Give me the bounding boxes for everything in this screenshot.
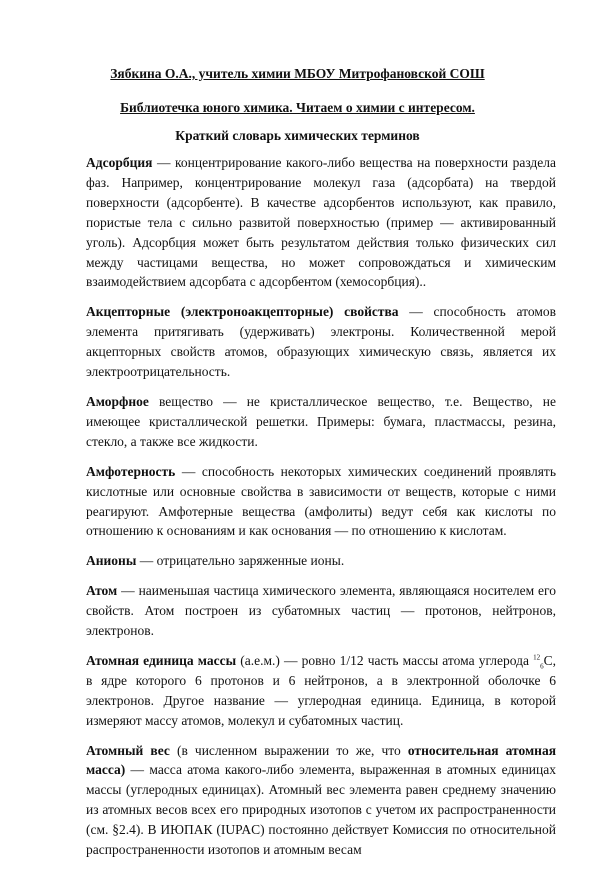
entry-term: Атомный вес	[86, 742, 170, 758]
entry-adsorption	[86, 153, 556, 292]
entry-definition: — отрицательно заряженные ионы.	[136, 553, 345, 569]
entry-definition-part: — масса атома какого-либо элемента, выраженная в атомных единицах массы (углеродных единицах). Атомный вес элемента равен среднему значению из атомных весов всех его природных изотопов с учетом их распространенности (см. §2.4). В ИЮПАК (IUPAC) постоянно действует Комиссия по относительной распространенности изотопов и атомным весам	[86, 762, 556, 858]
isotope-mass-number: 12	[533, 653, 541, 662]
entry-term: Аморфное	[86, 393, 149, 409]
series-line: Библиотечка юного химика. Читаем о химии с интересом.	[120, 100, 475, 115]
entry-atom	[86, 581, 556, 641]
isotope-atomic-number: 6	[540, 662, 544, 671]
entry-definition: вещество — не кристаллическое вещество, т.е. Вещество, не имеющее кристаллической решетки. Примеры: бумага, пластмассы, резина, стекло, а также все жидкости.	[86, 393, 556, 449]
entry-definition-part: , в ядре которого 6 протонов и 6 нейтронов, а в электронной оболочке 6 электронов. Другое название — углеродная единица. Единица, в которой измеряют массу атомов, молекул и субатомных частиц.	[86, 652, 557, 728]
entry-term: Анионы	[86, 553, 137, 569]
dictionary-body	[86, 153, 556, 870]
entry-related-term: относительная атомная масса)	[86, 742, 556, 778]
isotope-symbol: C	[543, 652, 553, 668]
entry-acceptor-properties	[86, 302, 556, 382]
entry-definition: — способность атомов элемента притягивать (удерживать) электроны. Количественной мерой акцепторных свойств атомов, образующих химическую связь, является их электроотрицательность.	[86, 304, 556, 380]
entry-amorphous	[86, 392, 556, 452]
entry-definition-part: (а.е.м.) — ровно 1/12 часть массы атома углерода	[236, 652, 534, 668]
dictionary-title: Краткий словарь химических терминов	[175, 128, 420, 143]
entry-term: Адсорбция	[86, 155, 153, 170]
entry-definition: — способность некоторых химических соединений проявлять кислотные или основные свойства в зависимости от веществ, которые с ними реагируют. Амфотерные вещества (амфолиты) ведут себя как кислоты по отношению к основаниям и как основания — по отношению к кислотам.	[86, 463, 556, 539]
author-line: Зябкина О.А., учитель химии МБОУ Митрофановской СОШ	[110, 66, 485, 81]
entry-definition: — наименьшая частица химического элемента, являющаяся носителем его свойств. Атом построен из субатомных частиц — протонов, нейтронов, электронов.	[86, 583, 556, 639]
entry-term: Акцепторные (электроноакцепторные) свойства	[86, 304, 399, 320]
entry-atomic-mass-unit	[86, 651, 556, 731]
entry-term: Амфотерность	[86, 463, 176, 479]
entry-amphoteric	[86, 462, 556, 542]
entry-atomic-weight	[86, 741, 556, 860]
entry-term: Атом	[86, 583, 118, 599]
entry-term: Атомная единица массы	[86, 652, 237, 668]
entry-definition-part: (в численном выражении то же, что	[169, 742, 408, 758]
entry-definition: — концентрирование какого-либо вещества на поверхности раздела фаз. Например, концентрирование молекул газа (адсорбата) на твердой поверхности (адсорбенте). В качестве адсорбентов используют, как правило, пористые тела с сильно развитой поверхностью (пример — активированный уголь). Адсорбция может быть результатом действия только физических сил между частицами вещества, но может сопровождаться и химическим взаимодействием адсорбата с адсорбентом (хемосорбция)..	[86, 155, 556, 290]
entry-anions	[86, 551, 556, 571]
